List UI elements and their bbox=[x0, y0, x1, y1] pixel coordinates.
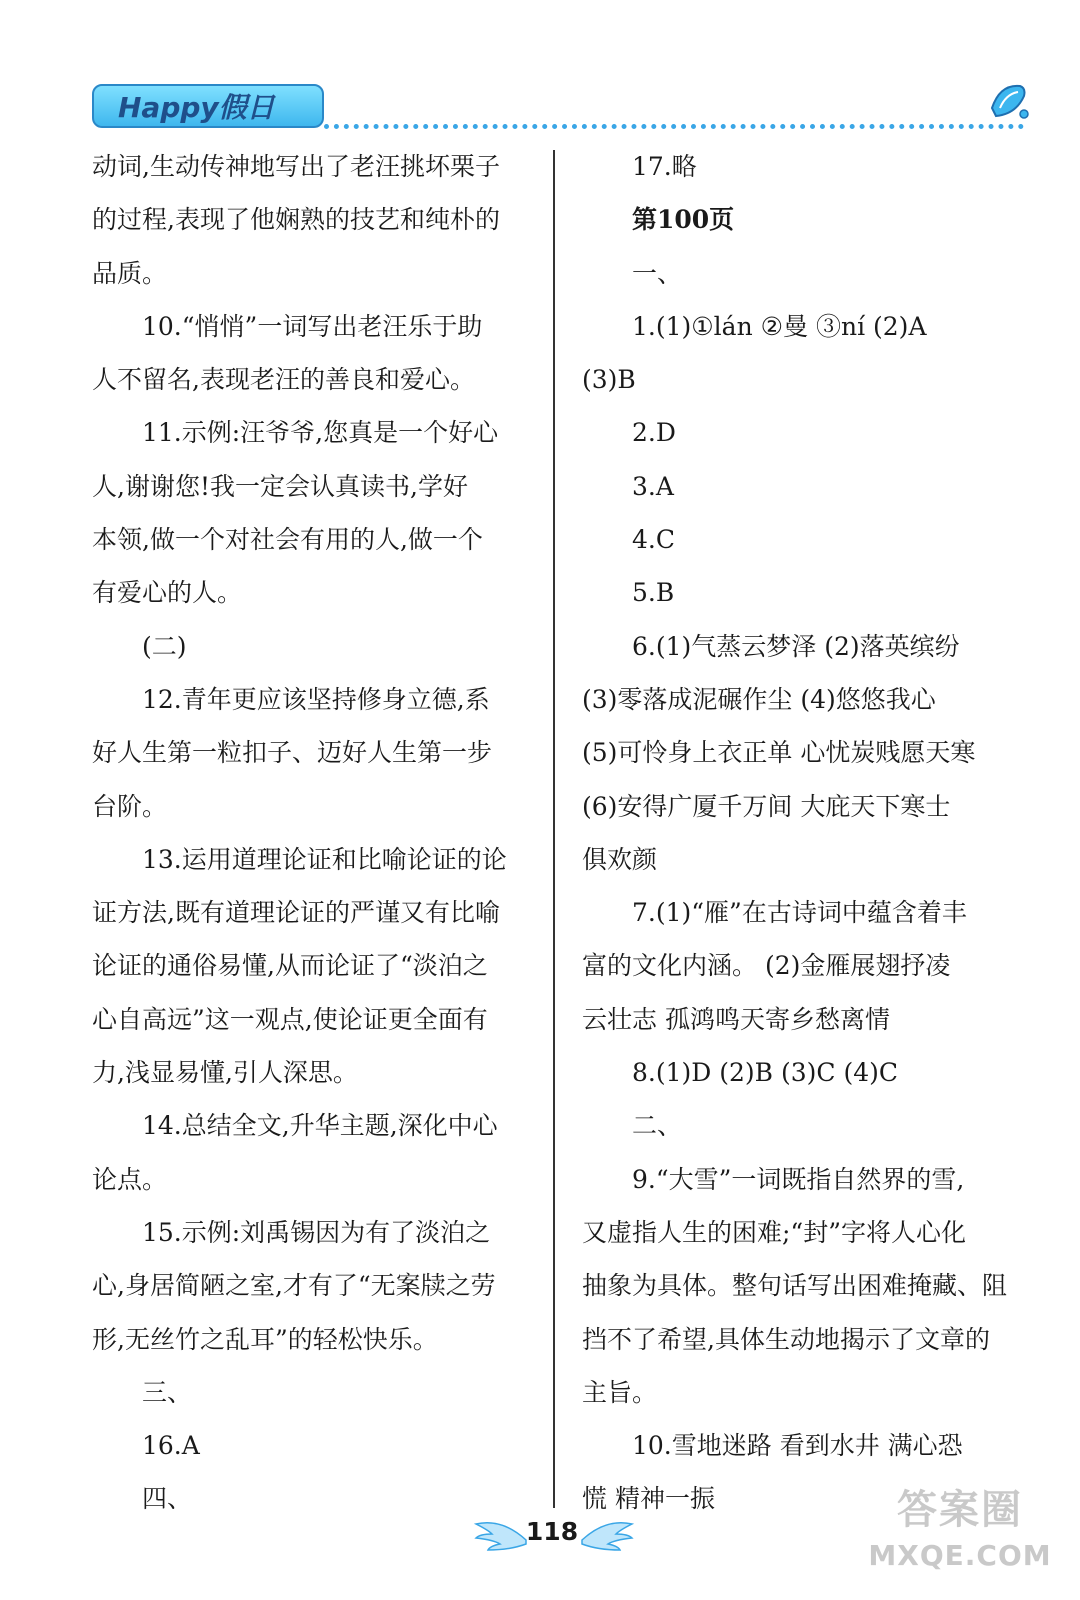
right-column-line: 10.雪地迷路 看到水井 满心恐 bbox=[632, 1431, 963, 1461]
right-column-line: 7.(1)“雁”在古诗词中蕴含着丰 bbox=[632, 898, 967, 928]
right-column-line: 主旨。 bbox=[582, 1377, 658, 1407]
right-column-line: 6.(1)气蒸云梦泽 (2)落英缤纷 bbox=[632, 631, 960, 661]
right-column-line: 又虚指人生的困难;“封”字将人心化 bbox=[582, 1217, 966, 1247]
left-column bbox=[92, 140, 530, 1526]
column-divider bbox=[553, 150, 555, 1508]
watermark bbox=[860, 1484, 1060, 1584]
left-column-line: 台阶。 bbox=[92, 791, 168, 821]
left-column-line: 人不留名,表现老汪的善良和爱心。 bbox=[92, 365, 475, 395]
right-column-line: 8.(1)D (2)B (3)C (4)C bbox=[632, 1058, 899, 1088]
right-column bbox=[582, 140, 1022, 1526]
watermark-url: MXQE.COM bbox=[868, 1539, 1052, 1572]
right-column-line: 二、 bbox=[632, 1111, 683, 1141]
left-column-line: 10.“悄悄”一词写出老汪乐于助 bbox=[142, 311, 483, 341]
left-column-line: 力,浅显易懂,引人深思。 bbox=[92, 1058, 358, 1088]
left-column-line: 证方法,既有道理论证的严谨又有比喻 bbox=[92, 898, 500, 928]
right-column-line: (3)B bbox=[582, 365, 636, 395]
right-column-line: 云壮志 孤鸿鸣天寄乡愁离情 bbox=[582, 1004, 890, 1034]
right-column-line: 9.“大雪”一词既指自然界的雪, bbox=[632, 1164, 965, 1194]
left-column-line: 16.A bbox=[142, 1431, 200, 1461]
left-column-line: 三、 bbox=[142, 1377, 193, 1407]
right-column-line: (5)可怜身上衣正单 心忧炭贱愿天寒 bbox=[582, 738, 976, 768]
right-column-line: (6)安得广厦千万间 大庇天下寒士 bbox=[582, 791, 951, 821]
header-badge bbox=[92, 84, 324, 128]
left-column-line: 品质。 bbox=[92, 258, 168, 288]
header-title: Happy假日 bbox=[118, 91, 275, 124]
right-column-line: 5.B bbox=[632, 578, 675, 608]
left-column-line: 四、 bbox=[142, 1484, 193, 1514]
left-column-line: 心,身居简陋之室,才有了“无案牍之劳 bbox=[92, 1271, 496, 1301]
left-column-line: 本领,做一个对社会有用的人,做一个 bbox=[92, 525, 483, 555]
right-column-line: 第100页 bbox=[632, 205, 735, 235]
right-wing-icon bbox=[580, 1518, 636, 1554]
right-column-line: 抽象为具体。整句话写出困难掩藏、阻 bbox=[582, 1271, 1008, 1301]
right-column-line: 17.略 bbox=[632, 152, 697, 181]
right-column-line: 俱欢颜 bbox=[582, 844, 658, 874]
left-column-line: 人,谢谢您!我一定会认真读书,学好 bbox=[92, 471, 468, 501]
left-column-line: 好人生第一粒扣子、迈好人生第一步 bbox=[92, 738, 493, 768]
right-column-line: 慌 精神一振 bbox=[582, 1484, 715, 1514]
left-column-line: 论证的通俗易懂,从而论证了“淡泊之 bbox=[92, 951, 488, 981]
right-column-line: 2.D bbox=[632, 418, 676, 448]
left-column-line: 11.示例:汪爷爷,您真是一个好心 bbox=[142, 418, 499, 448]
header-dotted-rule bbox=[324, 124, 1024, 129]
left-column-line: 14.总结全文,升华主题,深化中心 bbox=[142, 1111, 498, 1141]
left-column-line: (二) bbox=[142, 631, 187, 661]
right-column-line: 4.C bbox=[632, 525, 675, 555]
page-number: 118 bbox=[525, 1517, 579, 1546]
left-column-line: 有爱心的人。 bbox=[92, 578, 243, 608]
left-column-line: 动词,生动传神地写出了老汪挑坏栗子 bbox=[92, 152, 500, 181]
left-column-line: 心自高远”这一观点,使论证更全面有 bbox=[92, 1004, 488, 1034]
right-column-line: (3)零落成泥碾作尘 (4)悠悠我心 bbox=[582, 684, 936, 714]
right-column-line: 3.A bbox=[632, 471, 674, 501]
left-column-line: 13.运用道理论证和比喻论证的论 bbox=[142, 844, 507, 874]
left-column-line: 15.示例:刘禹锡因为有了淡泊之 bbox=[142, 1217, 491, 1247]
watermark-text: 答案圈 bbox=[897, 1487, 1023, 1533]
left-column-line: 论点。 bbox=[92, 1164, 168, 1194]
left-column-line: 形,无丝竹之乱耳”的轻松快乐。 bbox=[92, 1324, 438, 1354]
right-column-line: 挡不了希望,具体生动地揭示了文章的 bbox=[582, 1324, 990, 1354]
right-column-line: 一、 bbox=[632, 258, 683, 288]
right-column-line: 富的文化内涵。 (2)金雁展翅抒凌 bbox=[582, 951, 951, 981]
right-column-line: 1.(1)①lán ②曼 ③ní (2)A bbox=[632, 311, 927, 341]
book-icon bbox=[986, 78, 1032, 124]
left-column-line: 12.青年更应该坚持修身立德,系 bbox=[142, 684, 490, 714]
left-column-line: 的过程,表现了他娴熟的技艺和纯朴的 bbox=[92, 205, 500, 235]
